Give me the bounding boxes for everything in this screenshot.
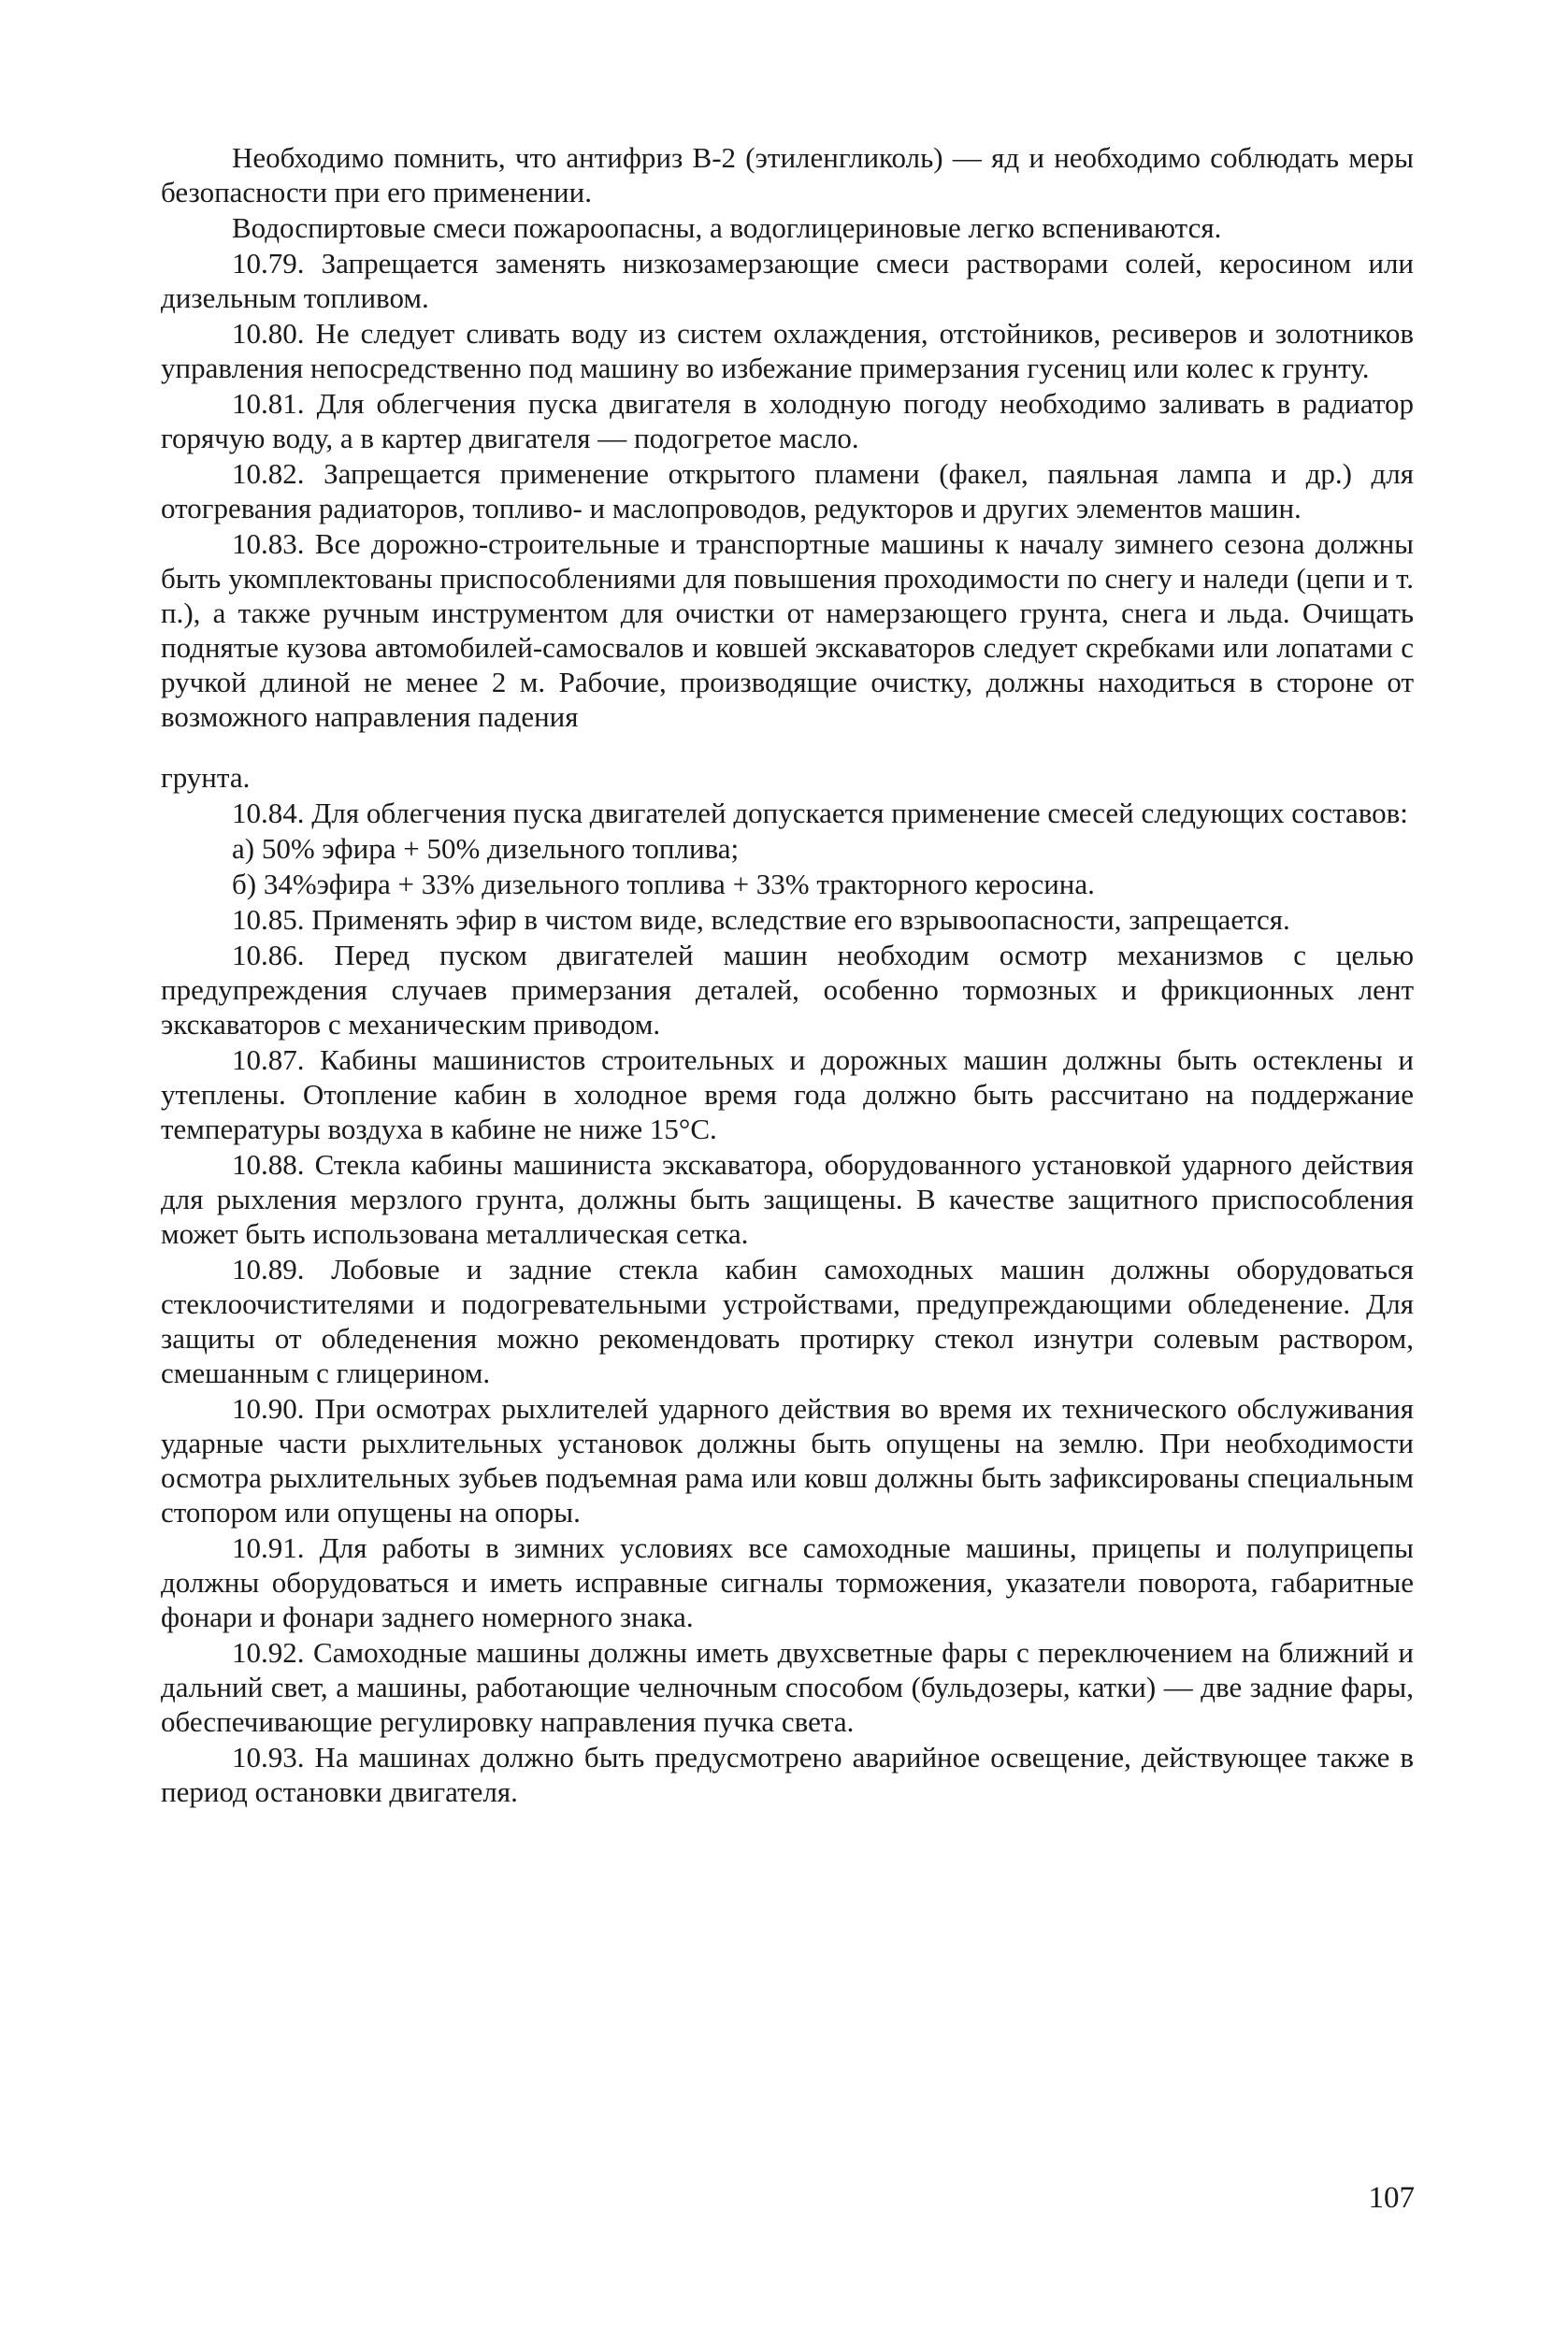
clause-number: 10.88. (232, 1148, 305, 1181)
clause-number: 10.89. (232, 1253, 305, 1285)
list-item-mixture-b: б) 34%эфира + 33% дизельного топлива + 33% тракторного керосина. (232, 868, 1095, 900)
clause-number: 10.81. (232, 387, 305, 420)
paragraph-10-84: 10.84. Для облегчения пуска двигателей допускается применение смесей следующих составов: (232, 797, 1408, 829)
clause-number: 10.85. (232, 903, 305, 936)
paragraph-10-92: 10.92. Самоходные машины должны иметь двухсветные фары с переключением на ближний и дальний свет, а машины, работающие челночным способом (бульдозеры, катки) — две задние фары, обеспечивающие регулировку направления пучка света. (161, 1636, 1414, 1738)
paragraph-antifreeze-warning: Необходимо помнить, что антифриз В-2 (этиленгликоль) — яд и необходимо соблюдать меры безопасности при его применении. (161, 141, 1414, 208)
clause-number: 10.91. (232, 1531, 305, 1564)
paragraph-10-87: 10.87. Кабины машинистов строительных и дорожных машин должны быть остеклены и утеплены. Отопление кабин в холодное время года должно быть рассчитано на поддержание температуры воздуха в кабине не ниже 15°С. (161, 1043, 1414, 1145)
clause-number: 10.87. (232, 1043, 305, 1076)
paragraph-10-93: 10.93. На машинах должно быть предусмотрено аварийное освещение, действующее также в период остановки двигателя. (161, 1741, 1415, 1808)
clause-number: 10.82. (232, 457, 305, 490)
paragraph-10-90: 10.90. При осмотрах рыхлителей ударного действия во время их технического обслуживания ударные части рыхлительных установок должны быть опущены на землю. При необходимости осмотра рыхлительных зубьев подъемная рама или ковш должны быть зафиксированы специальным стопором или опущены на опоры. (161, 1392, 1414, 1529)
clause-number: 10.90. (232, 1392, 305, 1425)
paragraph-10-80: 10.80. Не следует сливать воду из систем охлаждения, отстойников, ресиверов и золотников управления непосредственно под машину во избежание примерзания гусениц или колес к грунту. (161, 317, 1415, 384)
page-number: 107 (1368, 2181, 1415, 2215)
document-page (161, 140, 1414, 1810)
paragraph-10-91: 10.91. Для работы в зимних условиях все самоходные машины, прицепы и полуприцепы должны оборудоваться и иметь исправные сигналы торможения, указатели поворота, габаритные фонари и фонари заднего номерного знака. (161, 1531, 1415, 1633)
paragraph-10-79: 10.79. Запрещается заменять низкозамерзающие смеси растворами солей, керосином или дизельным топливом. (161, 247, 1415, 314)
paragraph-10-89: 10.89. Лобовые и задние стекла кабин самоходных машин должны оборудоваться стеклоочистителями и подогревательными устройствами, предупреждающими обледенение. Для защиты от обледенения можно рекомендовать протирку стекол изнутри солевым раствором, смешанным с глицерином. (161, 1253, 1415, 1389)
clause-number: 10.83. (232, 527, 305, 560)
paragraph-10-85: 10.85. Применять эфир в чистом виде, вследствие его взрывоопасности, запрещается. (232, 903, 1290, 936)
paragraph-10-81: 10.81. Для облегчения пуска двигателя в холодную погоду необходимо заливать в радиатор горячую воду, а в картер двигателя — подогретое масло. (161, 387, 1414, 454)
list-item-mixture-a: а) 50% эфира + 50% дизельного топлива; (232, 832, 740, 865)
clause-number: 10.93. (232, 1741, 305, 1774)
paragraph-10-83-continuation: грунта. (161, 761, 251, 794)
clause-number: 10.80. (232, 317, 305, 350)
paragraph-flammable-mixtures: Водоспиртовые смеси пожароопасны, а водоглицериновые легко вспениваются. (232, 211, 1222, 244)
clause-number: 10.92. (232, 1636, 305, 1669)
clause-number: 10.84. (232, 797, 305, 829)
paragraph-10-83: 10.83. Все дорожно-строительные и транспортные машины к началу зимнего сезона должны быть укомплектованы приспособлениями для повышения проходимости по снегу и наледи (цепи и т. п.), а также ручным инструментом для очистки от намерзающего грунта, снега и льда. Очищать поднятые кузова автомобилей-самосвалов и ковшей экскаваторов следует скребками или лопатами с ручкой длиной не менее 2 м. Рабочие, производящие очистку, должны находиться в стороне от возможного направления падения (161, 527, 1415, 733)
clause-number: 10.86. (232, 939, 305, 971)
paragraph-10-88: 10.88. Стекла кабины машиниста экскаватора, оборудованного установкой ударного действия для рыхления мерзлого грунта, должны быть защищены. В качестве защитного приспособления может быть использована металлическая сетка. (161, 1148, 1415, 1250)
clause-number: 10.79. (232, 247, 305, 280)
paragraph-10-82: 10.82. Запрещается применение открытого пламени (факел, паяльная лампа и др.) для отогревания радиаторов, топливо- и маслопроводов, редукторов и других элементов машин. (161, 457, 1414, 524)
paragraph-10-86: 10.86. Перед пуском двигателей машин необходим осмотр механизмов с целью предупреждения случаев примерзания деталей, особенно тормозных и фрикционных лент экскаваторов с механическим приводом. (161, 939, 1415, 1041)
